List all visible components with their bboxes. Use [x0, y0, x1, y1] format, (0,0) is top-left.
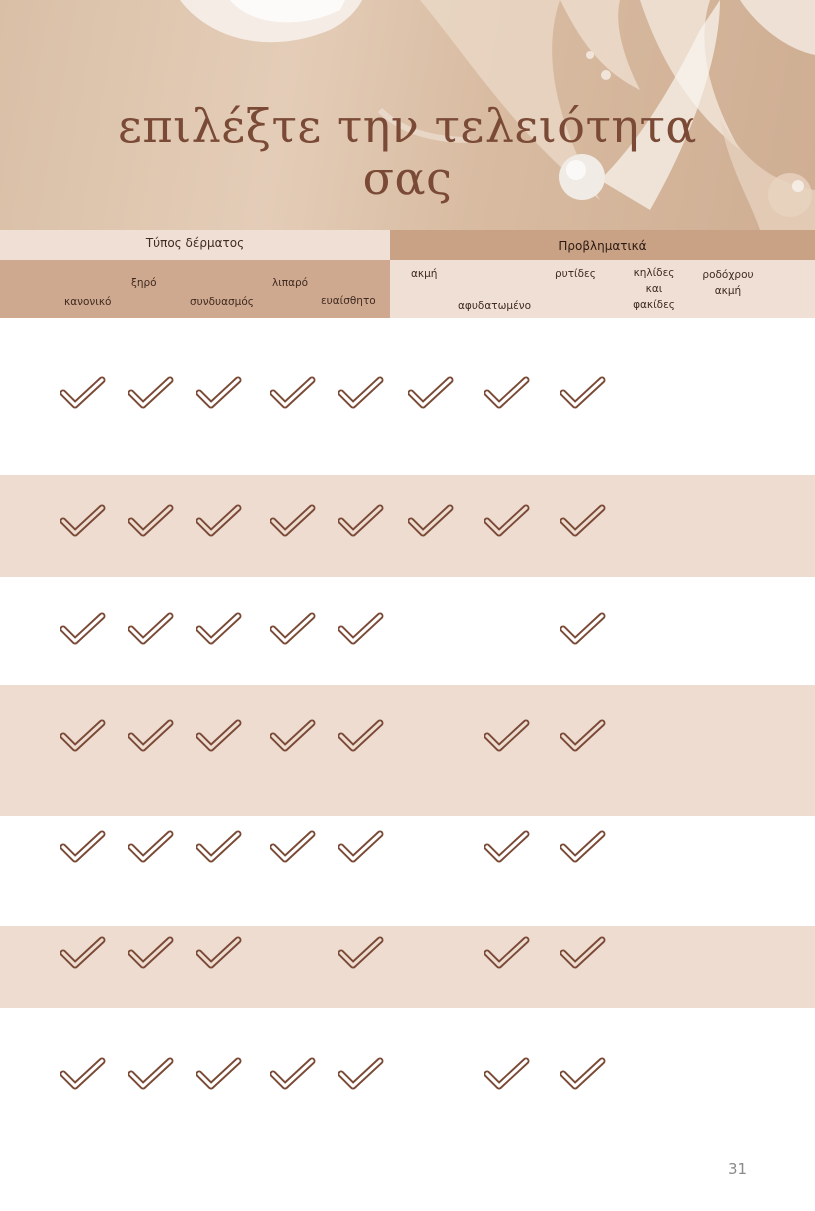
table-row [0, 1008, 815, 1138]
hero-banner [0, 0, 815, 230]
checkmark-icon [128, 936, 174, 970]
checkmark-icon [196, 1057, 242, 1091]
checkmark-icon [196, 830, 242, 864]
header-skin-type-columns [0, 260, 390, 318]
checkmark-icon [484, 830, 530, 864]
column-header-spots-line-2: και [645, 283, 663, 295]
checkmark-icon [560, 719, 606, 753]
checkmark-icon [338, 612, 384, 646]
checkmark-icon [270, 830, 316, 864]
checkmark-icon [338, 830, 384, 864]
column-header-rosacea-line-1: ροδόχρου [702, 269, 754, 281]
checkmark-icon [270, 504, 316, 538]
header-group-problems [390, 230, 815, 260]
column-header-oily: λιπαρό [272, 277, 309, 289]
column-header-spots-line-3: φακίδες [633, 299, 675, 311]
checkmark-icon [60, 612, 106, 646]
checkmark-icon [408, 376, 454, 410]
checkmark-icon [338, 719, 384, 753]
column-header-rosacea [694, 267, 762, 299]
column-header-rosacea-line-2: ακμή [714, 285, 742, 297]
column-header-dry: ξηρό [131, 277, 157, 289]
checkmark-icon [270, 719, 316, 753]
checkmark-icon [270, 1057, 316, 1091]
checkmark-icon [128, 830, 174, 864]
checkmark-icon [196, 376, 242, 410]
header-group-problems-label: Προβληματικά [558, 239, 647, 253]
checkmark-icon [60, 376, 106, 410]
checkmark-icon [560, 830, 606, 864]
checkmark-icon [560, 612, 606, 646]
page-title [0, 100, 815, 204]
checkmark-icon [128, 719, 174, 753]
column-header-wrinkles: ρυτίδες [555, 268, 596, 280]
checkmark-icon [128, 612, 174, 646]
checkmark-icon [560, 1057, 606, 1091]
checkmark-icon [484, 936, 530, 970]
checkmark-icon [270, 376, 316, 410]
header-group-skin-type [0, 230, 390, 260]
column-header-spots-line-1: κηλίδες [633, 267, 675, 279]
header-group-skin-type-label: Τύπος δέρματος [145, 236, 245, 250]
checkmark-icon [196, 936, 242, 970]
checkmark-icon [60, 719, 106, 753]
checkmark-icon [560, 376, 606, 410]
table-row [0, 685, 815, 816]
page-title-line-1: επιλέξτε την τελειότητα [118, 99, 697, 153]
page-title-line-2: σας [362, 151, 453, 205]
column-header-sensitive: ευαίσθητο [321, 295, 376, 307]
checkmark-icon [338, 376, 384, 410]
checkmark-icon [560, 504, 606, 538]
checkmark-icon [128, 376, 174, 410]
checkmark-icon [60, 504, 106, 538]
checkmark-icon [196, 612, 242, 646]
checkmark-icon [196, 504, 242, 538]
checkmark-icon [196, 719, 242, 753]
checkmark-icon [60, 830, 106, 864]
table-row [0, 816, 815, 926]
checkmark-icon [128, 504, 174, 538]
checkmark-icon [338, 936, 384, 970]
checkmark-icon [60, 936, 106, 970]
column-header-dehydrated: αφυδατωμένο [458, 300, 532, 312]
checkmark-icon [128, 1057, 174, 1091]
column-header-spots [624, 265, 684, 313]
table-row [0, 926, 815, 1008]
checkmark-icon [338, 1057, 384, 1091]
checkmark-icon [484, 504, 530, 538]
checkmark-icon [270, 612, 316, 646]
checkmark-icon [60, 1057, 106, 1091]
checkmark-icon [484, 719, 530, 753]
checkmark-icon [560, 936, 606, 970]
checkmark-icon [484, 376, 530, 410]
column-header-normal: κανονικό [64, 296, 112, 308]
column-header-acne: ακμή [411, 268, 438, 280]
table-row [0, 577, 815, 685]
checkmark-icon [408, 504, 454, 538]
page-number: 31 [728, 1160, 748, 1178]
checkmark-icon [484, 1057, 530, 1091]
column-header-combination: συνδυασμός [190, 296, 254, 308]
checkmark-icon [338, 504, 384, 538]
